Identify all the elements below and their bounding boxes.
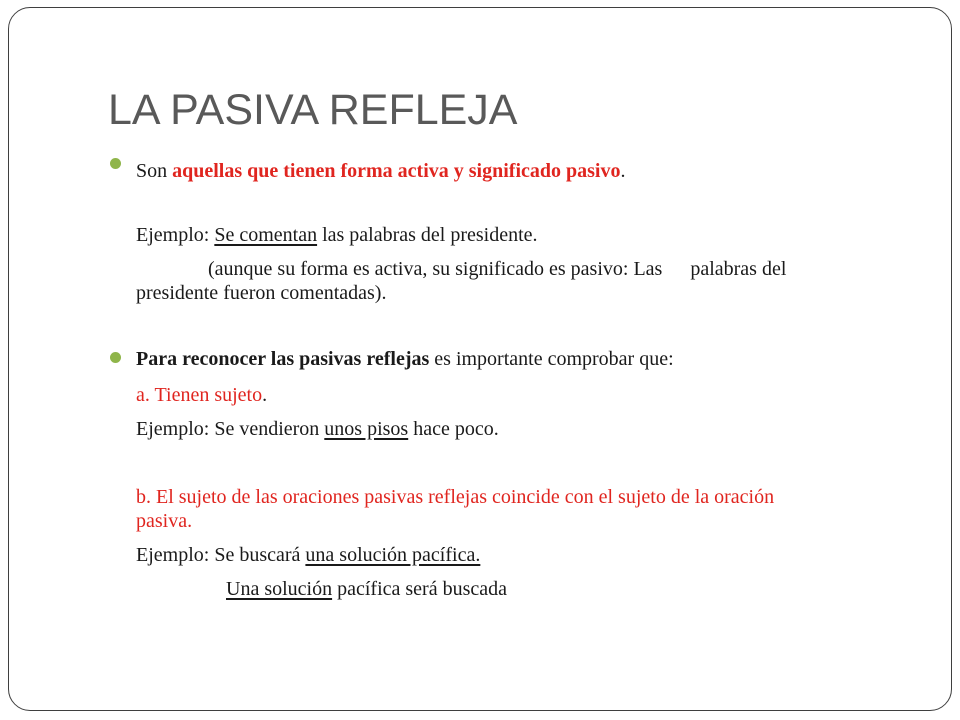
- recognize-bold: Para reconocer las pasivas reflejas: [136, 348, 430, 370]
- note-1-part-c: presidente fueron comentadas).: [136, 282, 387, 304]
- example-2-lead: Ejemplo: Se vendieron: [136, 418, 325, 440]
- bullet-dot-icon: [110, 352, 121, 363]
- example-3b-rest: pacífica será buscada: [332, 578, 507, 600]
- example-1-underlined: Se comentan: [214, 224, 318, 246]
- example-1: [136, 222, 904, 248]
- item-b-line-1: b. El sujeto de las oraciones pasivas reflejas coincide con el sujeto de la oración: [136, 486, 775, 508]
- note-1-part-a: (aunque su forma es activa, su significado es pasivo: Las: [208, 258, 663, 280]
- bullet-recognize: [136, 346, 904, 372]
- example-3b-underlined: Una solución: [226, 578, 333, 600]
- definition-highlight: aquellas que tienen forma activa y significado pasivo: [172, 160, 621, 182]
- example-2-underlined: unos pisos: [324, 418, 409, 440]
- example-3-underlined: una solución pacífica.: [305, 544, 481, 566]
- item-a: [136, 382, 904, 408]
- bullet-definition: [136, 158, 904, 184]
- item-a-tail: .: [262, 384, 268, 406]
- example-3b: [136, 576, 904, 602]
- example-1-rest: las palabras del presidente.: [317, 224, 538, 246]
- bullet-dot-icon: [110, 158, 121, 169]
- note-1-part-b: palabras del: [690, 258, 787, 280]
- definition-lead: Son: [136, 160, 173, 182]
- slide-title: LA PASIVA REFLEJA: [108, 86, 518, 134]
- item-b-line-2: pasiva.: [136, 510, 193, 532]
- item-a-text: a. Tienen sujeto: [136, 384, 263, 406]
- example-3-lead: Ejemplo: Se buscará: [136, 544, 306, 566]
- example-2: [136, 416, 904, 442]
- example-1-label: Ejemplo:: [136, 224, 215, 246]
- example-3: [136, 542, 904, 568]
- definition-tail: .: [620, 160, 626, 182]
- example-2-rest: hace poco.: [408, 418, 499, 440]
- recognize-rest: es importante comprobar que:: [429, 348, 674, 370]
- note-1: [136, 256, 904, 282]
- note-1-continued: [136, 280, 904, 306]
